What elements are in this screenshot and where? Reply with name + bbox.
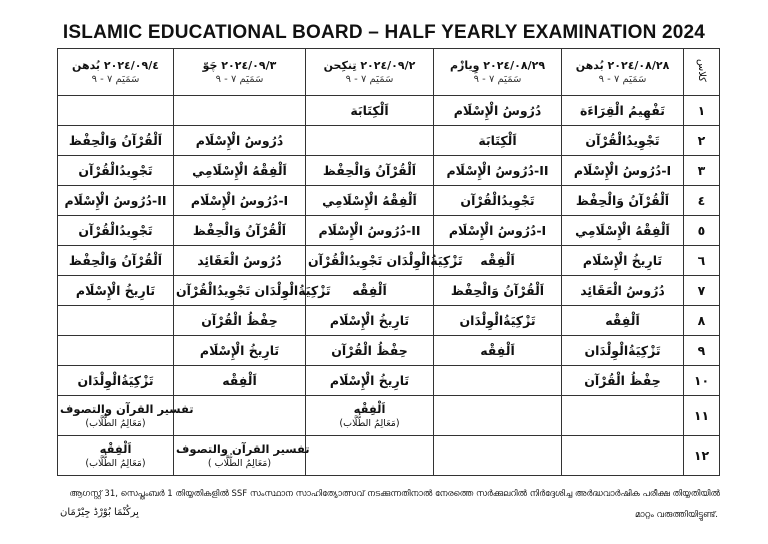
subject-cell: تَارِيخُ الْإِسْلَام xyxy=(306,366,434,396)
subject-cell: تَزْكِيَةُالْوِلْدَان تَجْوِيدُالْقُرْآن xyxy=(174,276,306,306)
page-title: ISLAMIC EDUCATIONAL BOARD – HALF YEARLY EXAMINATION 2024 xyxy=(62,22,706,43)
day-header xyxy=(434,49,562,96)
day-header xyxy=(174,49,306,96)
subject-cell: اَلْقُرْآنُ وَالْحِفْظ xyxy=(58,126,174,156)
subject-sub: ( مَعَالِمُ الطُّلَّاب) xyxy=(207,457,272,469)
day-time: سَمَیَم ٧ - ٩ xyxy=(91,73,140,85)
subject-cell xyxy=(58,306,174,336)
class-number: ٩ xyxy=(684,336,720,366)
table-row xyxy=(58,276,720,306)
subject-cell: اَلْكِتَابَة xyxy=(434,126,562,156)
subject-cell: اَلْفِقْه xyxy=(434,336,562,366)
subject-cell: اَلْفِقْه xyxy=(174,366,306,396)
subject-cell xyxy=(58,336,174,366)
subject-cell: حِفْظُ الْقُرْآن xyxy=(562,366,684,396)
subject-cell xyxy=(434,366,562,396)
subject-cell: تَزْكِيَةُالْوِلْدَان xyxy=(562,336,684,366)
day-time: سَمَیَم ٧ - ٩ xyxy=(215,73,264,85)
subject-cell: اَلْكِتَابَة xyxy=(306,96,434,126)
subject-cell: دُرُوسُ الْإِسْلَام-II xyxy=(434,156,562,186)
table-row xyxy=(58,156,720,186)
subject-cell: تَارِيخُ الْإِسْلَام xyxy=(306,306,434,336)
class-number: ٧ xyxy=(684,276,720,306)
subject-cell: اَلْفِقْه xyxy=(562,306,684,336)
subject-cell: دُرُوسُ الْإِسْلَام xyxy=(434,96,562,126)
subject-cell: دُرُوسُ الْإِسْلَام-II xyxy=(58,186,174,216)
subject-cell: دُرُوسُ الْإِسْلَام-I xyxy=(174,186,306,216)
subject-cell: دُرُوسُ الْعَقَائِد xyxy=(562,276,684,306)
class-number: ٨ xyxy=(684,306,720,336)
subject-cell: اَلْفِقْهُ الْإِسْلَامِي xyxy=(174,156,306,186)
day-date: ٢٠٢٤/٠٨/٢٨ بُدھن xyxy=(575,58,670,72)
subject-cell: تَجْوِيدُالْقُرْآن xyxy=(58,156,174,186)
subject-cell: دُرُوسُ الْإِسْلَام-I xyxy=(434,216,562,246)
table-row xyxy=(58,96,720,126)
day-header xyxy=(58,49,174,96)
table-row xyxy=(58,436,720,476)
class-number: ٣ xyxy=(684,156,720,186)
subject-main: اَلْفِقْه xyxy=(353,401,386,416)
class-number: ٦ xyxy=(684,246,720,276)
day-date: ٢٠٢٤/٠٩/٤ بُدھن xyxy=(72,58,159,72)
day-header xyxy=(562,49,684,96)
subject-cell: اَلْقُرْآنُ وَالْحِفْظ xyxy=(174,216,306,246)
class-number: ١ xyxy=(684,96,720,126)
footer-note: ആഗസ്റ്റ് 31, സെപ്തംബർ 1 തിയ്യതികളിൽ SSF സംസ്ഥാന സാഹിത്യോത്സവ് നടക്കുന്നതിനാൽ നേരത്തെ സർക്കുലറിൽ നിർദ്ദേശിച്ച അർദ്ധവാർഷിക പരീക്ഷ തിയ്യതിയിൽ xyxy=(69,489,720,499)
subject-cell: تَجْوِيدُالْقُرْآن xyxy=(58,216,174,246)
subject-sub: (مَعَالِمُ الطُّلَّاب) xyxy=(339,417,400,429)
class-header xyxy=(684,49,720,96)
subject-cell: تَجْوِيدُالْقُرْآن xyxy=(562,126,684,156)
table-row xyxy=(58,246,720,276)
exam-timetable xyxy=(57,48,720,476)
day-time: سَمَیَم ٧ - ٩ xyxy=(473,73,522,85)
footer-note-continued: മാറ്റം വരുത്തിയിട്ടുണ്ട്. xyxy=(634,510,718,520)
subject-cell: تَارِيخُ الْإِسْلَام xyxy=(562,246,684,276)
subject-cell xyxy=(306,396,434,436)
subject-cell: اَلْفِقْهُ الْإِسْلَامِي xyxy=(306,186,434,216)
table-row xyxy=(58,216,720,246)
subject-main: تفسير القرآن والتصوف xyxy=(60,401,194,416)
subject-cell: اَلْفِقْه xyxy=(306,276,434,306)
table-row xyxy=(58,366,720,396)
day-date: ٢٠٢٤/٠٨/٢٩ وِیازْم xyxy=(449,58,546,72)
day-date: ٢٠٢٤/٠٩/٣ چَوّ xyxy=(202,58,277,72)
subject-sub: (مَعَالِمُ الطُّلَّاب) xyxy=(85,417,146,429)
subject-cell xyxy=(434,436,562,476)
class-number: ١٠ xyxy=(684,366,720,396)
table-row xyxy=(58,306,720,336)
subject-cell: تَزْكِيَةُالْوِلْدَان xyxy=(58,366,174,396)
subject-main: اَلْفِقْه xyxy=(99,441,132,456)
subject-cell xyxy=(306,436,434,476)
subject-cell: تَفْهِيمُ الْقِرَاءَة xyxy=(562,96,684,126)
subject-cell xyxy=(58,396,194,436)
subject-cell: اَلْقُرْآنُ وَالْحِفْظ xyxy=(562,186,684,216)
table-row xyxy=(58,336,720,366)
subject-cell: اَلْقُرْآنُ وَالْحِفْظ xyxy=(306,156,434,186)
class-label: کلاس xyxy=(696,58,707,82)
subject-cell: تَارِيخُ الْإِسْلَام xyxy=(174,336,306,366)
class-number: ٥ xyxy=(684,216,720,246)
subject-cell: تَجْوِيدُالْقُرْآن xyxy=(434,186,562,216)
subject-cell: اَلْقُرْآنُ وَالْحِفْظ xyxy=(58,246,174,276)
subject-cell xyxy=(174,436,310,476)
subject-cell xyxy=(562,436,684,476)
class-number: ٤ xyxy=(684,186,720,216)
subject-cell xyxy=(58,436,174,476)
table-row xyxy=(58,186,720,216)
day-time: سَمَیَم ٧ - ٩ xyxy=(345,73,394,85)
subject-cell: حِفْظُ الْقُرْآن xyxy=(306,336,434,366)
subject-cell: دُرُوسُ الْإِسْلَام xyxy=(174,126,306,156)
table-row xyxy=(58,126,720,156)
day-date: ٢٠٢٤/٠٩/٢ تِنکِحن xyxy=(323,58,416,72)
subject-cell xyxy=(174,96,306,126)
subject-cell: تَارِيخُ الْإِسْلَام xyxy=(58,276,174,306)
subject-cell: دُرُوسُ الْعَقَائِد xyxy=(174,246,306,276)
board-signature: بِرکُنْمَا بُوْرْڈ جِیْرْمَان xyxy=(60,507,139,518)
class-number: ١١ xyxy=(684,396,720,436)
subject-sub: (مَعَالِمُ الطُّلَّاب) xyxy=(85,457,146,469)
subject-cell: حِفْظُ الْقُرْآن xyxy=(174,306,306,336)
subject-cell: دُرُوسُ الْإِسْلَام-I xyxy=(562,156,684,186)
subject-cell: تَزْكِيَةُالْوِلْدَان xyxy=(434,306,562,336)
subject-cell: تَزْكِيَةُالْوِلْدَان تَجْوِيدُالْقُرْآن xyxy=(306,246,434,276)
subject-cell: اَلْقُرْآنُ وَالْحِفْظ xyxy=(434,276,562,306)
subject-cell: اَلْفِقْه xyxy=(434,246,562,276)
class-number: ١٢ xyxy=(684,436,720,476)
day-header xyxy=(306,49,434,96)
subject-cell xyxy=(562,396,684,436)
subject-cell xyxy=(306,126,434,156)
table-row xyxy=(58,396,720,436)
header-row xyxy=(58,49,720,96)
subject-cell: اَلْفِقْهُ الْإِسْلَامِي xyxy=(562,216,684,246)
subject-main: تفسير القرآن والتصوف xyxy=(176,441,310,456)
class-number: ٢ xyxy=(684,126,720,156)
subject-cell xyxy=(434,396,562,436)
day-time: سَمَیَم ٧ - ٩ xyxy=(598,73,647,85)
subject-cell: دُرُوسُ الْإِسْلَام-II xyxy=(306,216,434,246)
subject-cell xyxy=(58,96,174,126)
